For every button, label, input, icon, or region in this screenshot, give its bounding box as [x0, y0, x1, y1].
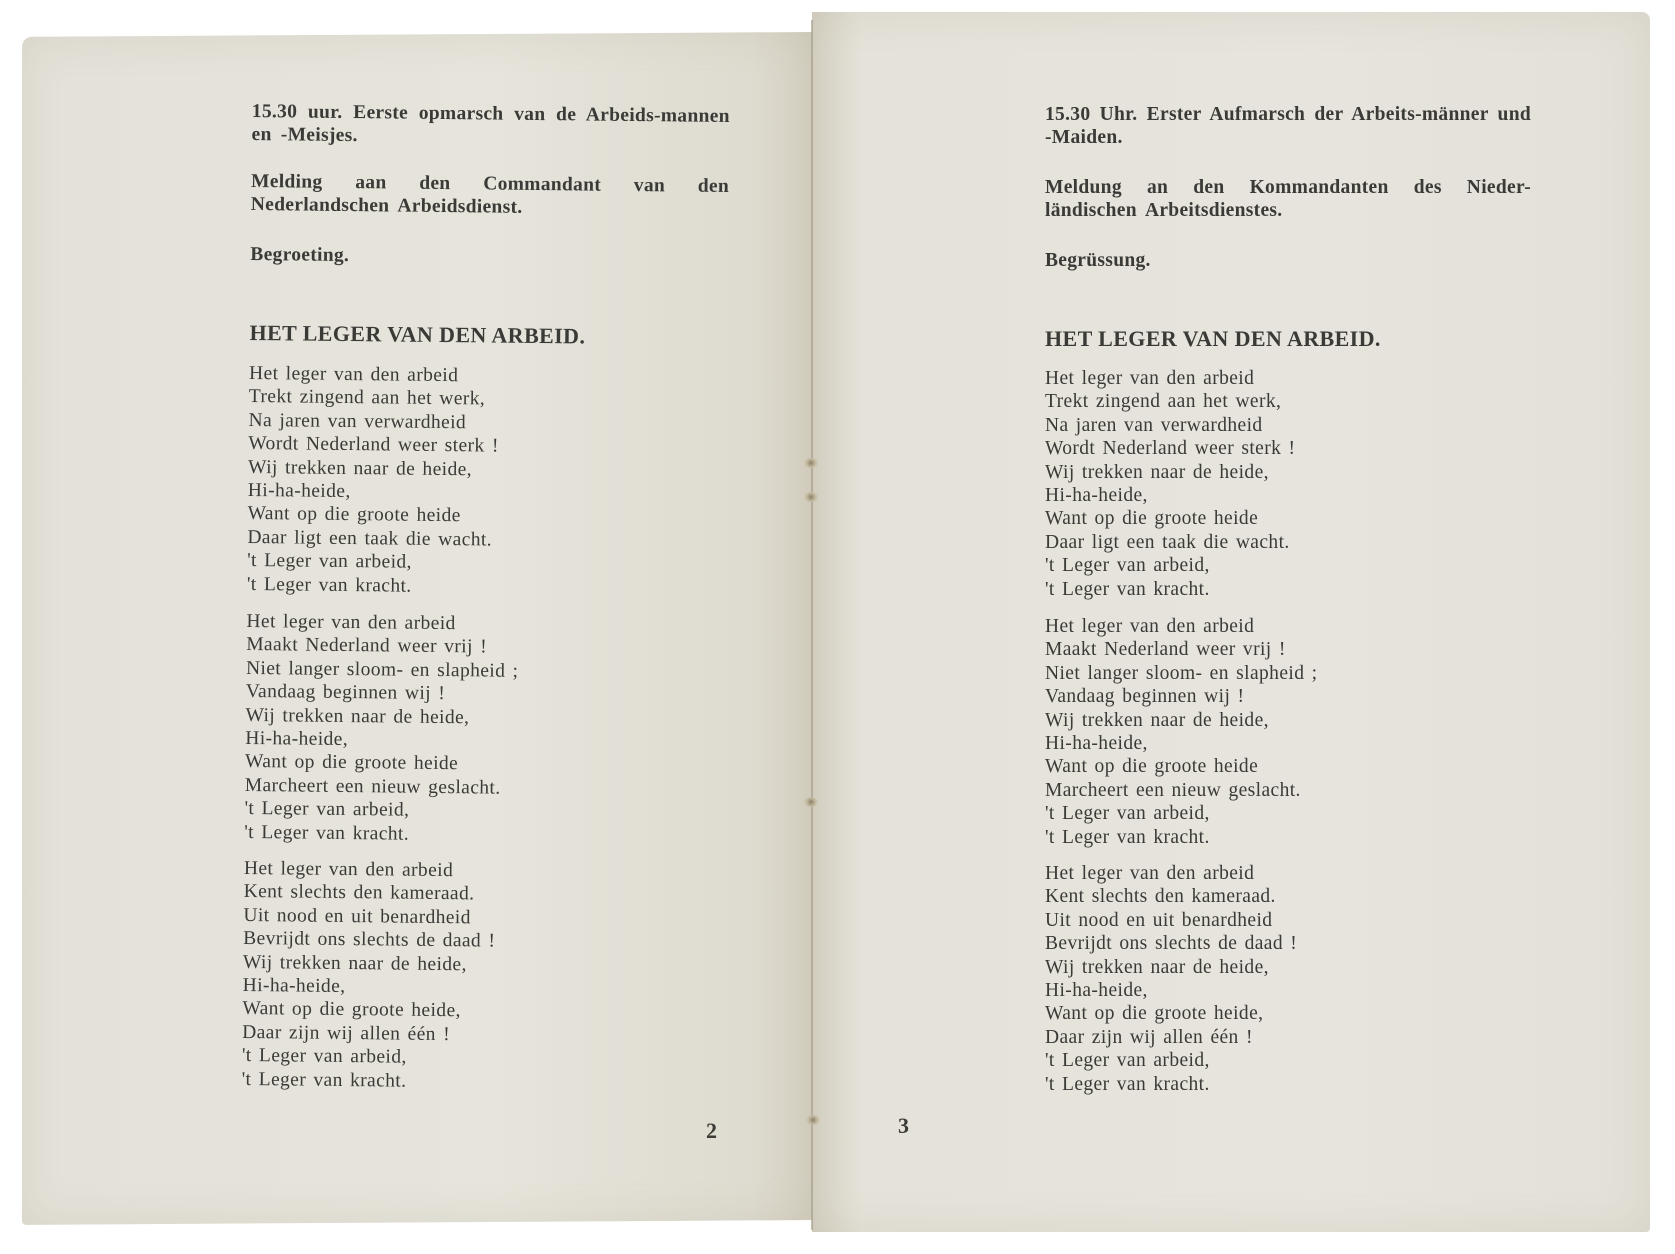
stanza-2 [1045, 615, 1317, 849]
verse-line: Uit nood en uit benardheid [1045, 909, 1273, 931]
verse-line: Kent slechts den kameraad. [243, 881, 475, 905]
song-title: HET LEGER VAN DEN ARBEID. [249, 319, 586, 349]
verse-line: Hi-ha-heide, [1045, 980, 1148, 1002]
verse-line: Maakt Nederland weer vrij ! [1045, 639, 1286, 661]
verse-line: Wij trekken naar de heide, [245, 704, 470, 728]
verse-line: 't Leger van arbeid, [247, 550, 413, 573]
verse-line: Hi-ha-heide, [242, 974, 346, 998]
verse-line: Want op die groote heide [247, 503, 461, 527]
stanza-1 [247, 362, 500, 599]
verse-line: Marcheert een nieuw geslacht. [244, 774, 501, 799]
binding-staple [806, 1115, 820, 1125]
verse-line: Trekt zingend aan het werk, [1045, 391, 1282, 413]
verse-line: 't Leger van arbeid, [241, 1045, 407, 1068]
verse-line: Wij trekken naar de heide, [1045, 461, 1269, 483]
page-number-right: 3 [898, 1113, 909, 1138]
verse-line: Wij trekken naar de heide, [1045, 956, 1269, 978]
verse-line: Maakt Nederland weer vrij ! [246, 634, 488, 658]
verse-line: Daar zijn wij allen één ! [242, 1021, 451, 1045]
verse-line: 't Leger van arbeid, [244, 798, 410, 821]
verse-line: 't Leger van kracht. [1045, 578, 1210, 600]
verse-line: Daar ligt een taak die wacht. [1045, 531, 1290, 553]
verse-line: 't Leger van arbeid, [1045, 555, 1210, 577]
verse-line: Bevrijdt ons slechts de daad ! [243, 928, 496, 952]
report-line: Melding aan den Commandant van den Nederlandschen Arbeidsdienst. [250, 170, 730, 218]
verse-line: Wij trekken naar de heide, [1045, 709, 1269, 731]
verse-line: Trekt zingend aan het werk, [248, 386, 486, 410]
binding-staple [804, 797, 818, 807]
verse-line: Uit nood en uit benardheid [243, 904, 471, 929]
greeting-line: Begroeting. [250, 243, 350, 267]
verse-line: Het leger van den arbeid [243, 857, 454, 882]
verse-line: Wordt Nederland weer sterk ! [248, 433, 499, 457]
verse-line: Het leger van den arbeid [248, 362, 459, 387]
verse-line: Het leger van den arbeid [1045, 368, 1255, 389]
verse-line: Niet langer sloom- en slapheid ; [1045, 662, 1318, 684]
verse-line: Hi-ha-heide, [247, 480, 351, 503]
verse-line: Want op die groote heide [244, 751, 459, 775]
verse-line: 't Leger van kracht. [246, 573, 412, 597]
verse-line: Want op die groote heide [1045, 508, 1259, 530]
verse-line: Vandaag beginnen wij ! [1045, 686, 1245, 708]
verse-line: Bevrijdt ons slechts de daad ! [1045, 933, 1298, 955]
binding-staple [804, 458, 818, 468]
verse-line: Wij trekken naar de heide, [242, 951, 467, 975]
verse-line: Het leger van den arbeid [246, 610, 456, 635]
verse-line: Kent slechts den kameraad. [1045, 886, 1276, 908]
report-line: Meldung an den Kommandanten des Nieder-ländischen Arbeitsdienstes. [1045, 177, 1531, 221]
greeting-line: Begrüssung. [1045, 250, 1151, 271]
verse-line: Hi-ha-heide, [1045, 733, 1148, 755]
verse-line: Wij trekken naar de heide, [247, 456, 473, 480]
verse-line: 't Leger van kracht. [1045, 1073, 1210, 1095]
verse-line: Want op die groote heide, [242, 998, 461, 1022]
left-page-content [240, 0, 731, 1254]
verse-line: 't Leger van arbeid, [1045, 803, 1210, 825]
right-page-content [1045, 0, 1531, 1249]
verse-line: Wordt Nederland weer sterk ! [1045, 438, 1296, 460]
booklet-spine [811, 20, 813, 1230]
verse-line: Hi-ha-heide, [245, 727, 349, 751]
verse-line: Hi-ha-heide, [1045, 485, 1148, 507]
verse-line: Vandaag beginnen wij ! [245, 681, 446, 705]
verse-line: Want op die groote heide [1045, 756, 1259, 778]
verse-line: Daar ligt een taak die wacht. [247, 526, 493, 551]
stanza-1 [1045, 367, 1295, 601]
schedule-entry: 15.30 uur. Eerste opmarsch van de Arbeids-mannen en -Meisjes. [251, 100, 730, 147]
stanza-3 [1045, 862, 1297, 1096]
verse-line: Het leger van den arbeid [1045, 616, 1255, 637]
verse-line: Want op die groote heide, [1045, 1003, 1264, 1025]
verse-line: Na jaren van verwardheid [1045, 414, 1263, 436]
stanza-2 [244, 610, 519, 847]
verse-line: 't Leger van kracht. [244, 821, 410, 845]
verse-line: 't Leger van arbeid, [1045, 1050, 1210, 1072]
verse-line: Na jaren van verwardheid [248, 409, 467, 434]
stanza-3 [242, 857, 497, 1094]
verse-line: Marcheert een nieuw geslacht. [1045, 779, 1301, 801]
page-number-left: 2 [706, 1118, 717, 1143]
schedule-entry: 15.30 Uhr. Erster Aufmarsch der Arbeits-männer und -Maiden. [1045, 104, 1531, 148]
binding-staple [804, 492, 818, 502]
verse-line: Het leger van den arbeid [1045, 863, 1255, 884]
song-title: HET LEGER VAN DEN ARBEID. [1045, 326, 1381, 351]
verse-line: 't Leger van kracht. [1045, 826, 1210, 848]
verse-line: Daar zijn wij allen één ! [1045, 1026, 1253, 1048]
verse-line: 't Leger van kracht. [241, 1068, 407, 1092]
verse-line: Niet langer sloom- en slapheid ; [245, 657, 519, 682]
